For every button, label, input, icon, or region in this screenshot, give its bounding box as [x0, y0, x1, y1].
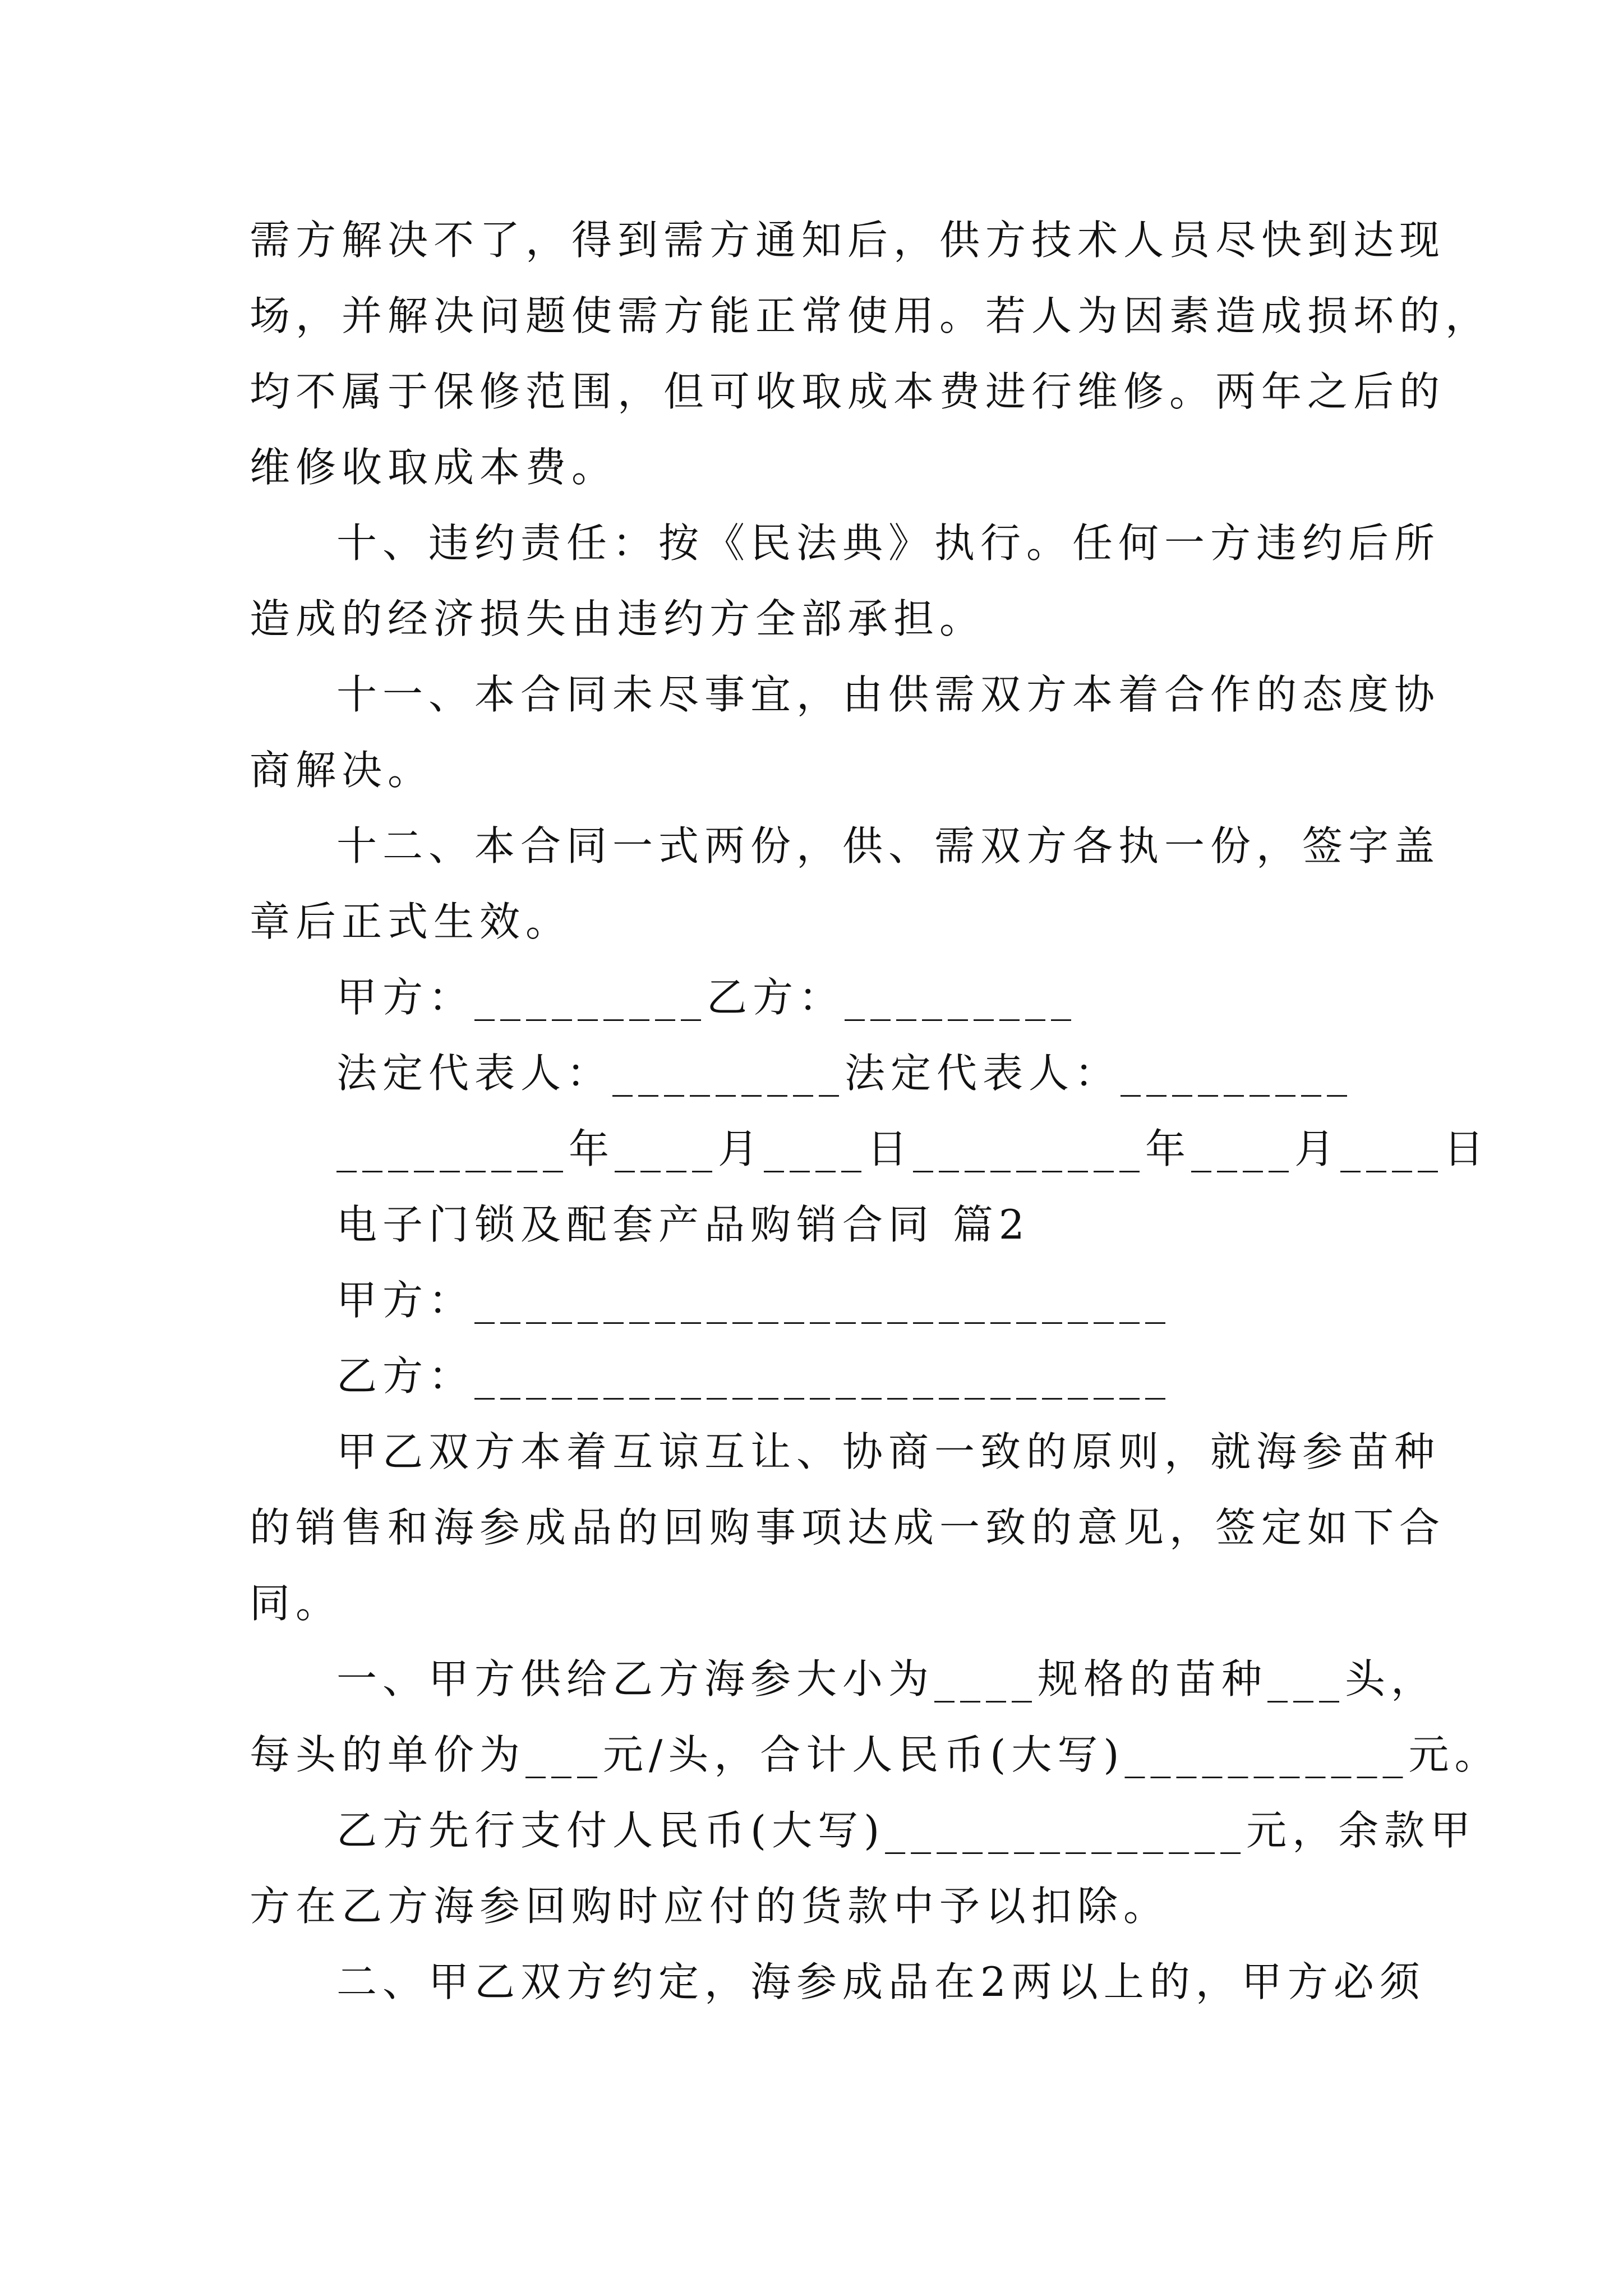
- signature-line: 甲方：_________乙方：_________: [336, 974, 1077, 1021]
- text-line: 维修收取成本费。: [250, 444, 618, 491]
- text-line: 甲乙双方本着互谅互让、协商一致的原则，就海参苗种: [336, 1428, 1441, 1475]
- date-line: _________年____月____日_________年____月____日: [336, 1125, 1490, 1172]
- text-line: 十、违约责任：按《民法典》执行。任何一方违约后所: [336, 519, 1441, 567]
- text-line: 的销售和海参成品的回购事项达成一致的意见，签定如下合: [250, 1504, 1446, 1551]
- text-line: 方在乙方海参回购时应付的货款中予以扣除。: [250, 1883, 1170, 1930]
- party-a-line: 甲方：___________________________: [336, 1277, 1172, 1324]
- text-line: 场，并解决问题使需方能正常使用。若人为因素造成损坏的，: [250, 292, 1492, 339]
- text-line: 同。: [250, 1580, 342, 1627]
- text-line: 十一、本合同未尽事宜，由供需双方本着合作的态度协: [336, 671, 1441, 718]
- text-line: 造成的经济损失由违约方全部承担。: [250, 595, 986, 642]
- signature-line: 法定代表人：_________法定代表人：_________: [336, 1050, 1353, 1097]
- text-line: 商解决。: [250, 747, 434, 794]
- text-line: 乙方先行支付人民币(大写)______________元，余款甲: [336, 1807, 1477, 1854]
- text-line: 均不属于保修范围，但可收取成本费进行维修。两年之后的: [250, 368, 1446, 415]
- text-line: 一、甲方供给乙方海参大小为____规格的苗种___头，: [336, 1655, 1437, 1703]
- text-line: 需方解决不了，得到需方通知后，供方技术人员尽快到达现: [250, 217, 1446, 264]
- text-line: 十二、本合同一式两份，供、需双方各执一份，签字盖: [336, 822, 1441, 869]
- text-line: 章后正式生效。: [250, 898, 572, 945]
- text-line: 每头的单价为___元/头，合计人民币(大写)___________元。: [250, 1731, 1501, 1778]
- party-b-line: 乙方：___________________________: [336, 1352, 1172, 1400]
- text-line: 二、甲乙双方约定，海参成品在2两以上的，甲方必须: [336, 1958, 1426, 2005]
- section-title: 电子门锁及配套产品购销合同 篇2: [336, 1201, 1030, 1248]
